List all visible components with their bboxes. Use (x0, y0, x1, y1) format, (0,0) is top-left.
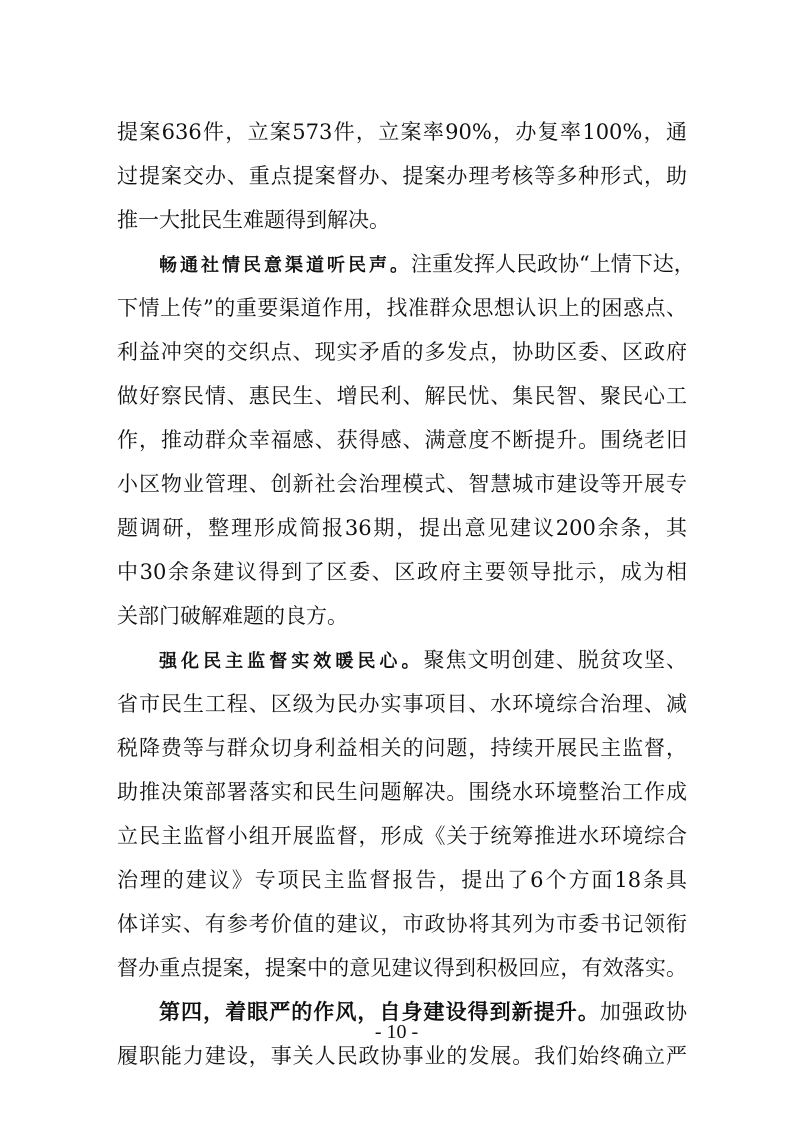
paragraph-3-line: 助推决策部署落实和民生问题解决。围绕水环境整治工作成 (117, 780, 687, 804)
body-text (117, 110, 695, 1078)
paragraph-3-line: 治理的建议》专项民主监督报告，提出了6个方面18条具 (117, 868, 687, 892)
paragraph-2-line: 做好察民情、惠民生、增民利、解民忧、集民智、聚民心工 (117, 384, 687, 408)
paragraph-2-line: 关部门破解难题的良方。 (117, 604, 348, 628)
paragraph-2-heading: 畅通社情民意渠道听民声。 (159, 255, 411, 276)
paragraph-2-line: 小区物业管理、创新社会治理模式、智慧城市建设等开展专 (117, 472, 687, 496)
paragraph-3-line: 税降费等与群众切身利益相关的问题，持续开展民主监督， (117, 736, 687, 760)
paragraph-4-line: 履职能力建设，事关人民政协事业的发展。我们始终确立严 (117, 1044, 687, 1068)
paragraph-2-line: 题调研，整理形成简报36期，提出意见建议200余条，其 (117, 516, 687, 540)
paragraph-3-line: 省市民生工程、区级为民办实事项目、水环境综合治理、减 (117, 692, 687, 716)
paragraph-2-first-line: 畅通社情民意渠道听民声。注重发挥人民政协“上情下达， (159, 252, 695, 276)
paragraph-3-first-line: 强化民主监督实效暖民心。聚焦文明创建、脱贫攻坚、 (159, 648, 688, 672)
paragraph-1-line: 提案636件，立案573件，立案率90%，办复率100%，通 (117, 120, 687, 144)
paragraph-1-line: 推一大批民生难题得到解决。 (117, 208, 390, 232)
paragraph-3-line: 督办重点提案，提案中的意见建议得到积极回应，有效落实。 (117, 956, 687, 980)
paragraph-2-line: 下情上传”的重要渠道作用，找准群众思想认识上的困惑点、 (117, 296, 687, 320)
paragraph-3-line: 体详实、有参考价值的建议，市政协将其列为市委书记领衔 (117, 912, 687, 936)
paragraph-3-line: 立民主监督小组开展监督，形成《关于统筹推进水环境综合 (117, 824, 687, 848)
paragraph-3-heading: 强化民主监督实效暖民心。 (159, 651, 424, 672)
paragraph-4-first-line: 第四，着眼严的作风，自身建设得到新提升。加强政协 (159, 1000, 688, 1024)
paragraph-2-line: 作，推动群众幸福感、获得感、满意度不断提升。围绕老旧 (117, 428, 687, 452)
paragraph-1-line: 过提案交办、重点提案督办、提案办理考核等多种形式，助 (117, 164, 687, 188)
paragraph-4-heading: 第四，着眼严的作风，自身建设得到新提升。 (159, 1000, 600, 1024)
paragraph-2-line: 中30余条建议得到了区委、区政府主要领导批示，成为相 (117, 560, 687, 584)
paragraph-2-line: 利益冲突的交织点、现实矛盾的多发点，协助区委、区政府 (117, 340, 687, 364)
page-number: - 10 - (374, 1021, 419, 1043)
